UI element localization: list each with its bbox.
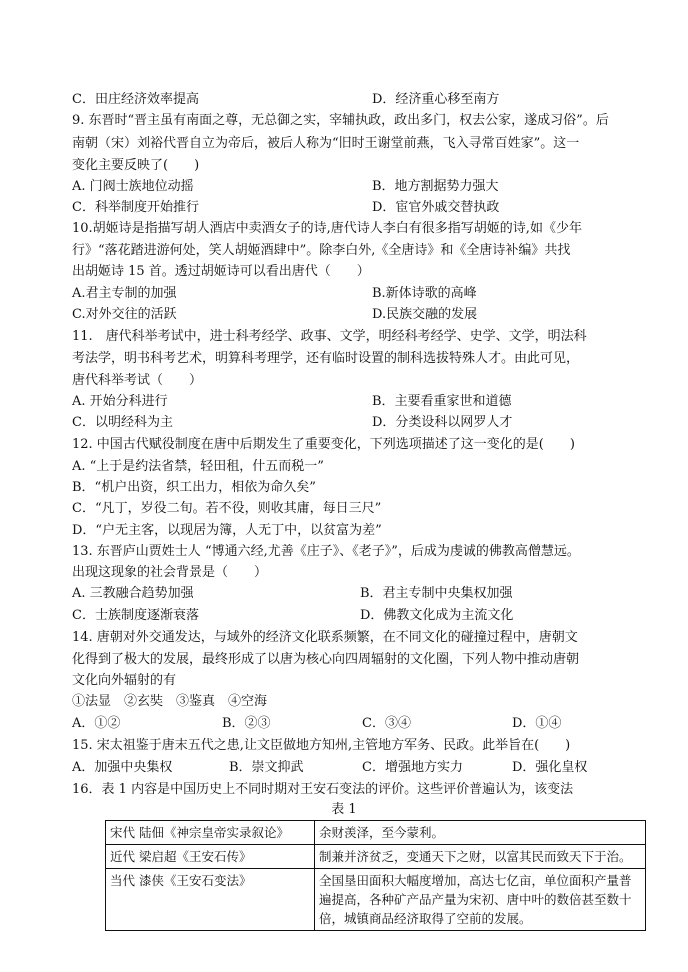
q14-stem-line: 化得到了极大的发展，最终形成了以唐为核心向四周辐射的文化圈，下列人物中推动唐朝 [72, 652, 580, 667]
q15-option-c: C．增强地方实力 [362, 760, 463, 775]
table-caption: 表 1 [331, 802, 357, 817]
q12-option-c: C．“凡丁，岁役二旬。若不役，则收其庸，每日三尺” [72, 501, 382, 516]
q15-option-a: A．加强中央集权 [72, 760, 173, 775]
q11-option-c: C．以明经科为主 [72, 415, 173, 430]
q13-option-d: D．佛教文化成为主流文化 [360, 608, 514, 623]
q11-stem-line: 唐代科举考试（ ） [72, 373, 203, 388]
q14-option-b: B．②③ [222, 716, 271, 731]
q14-stem-line: 14. 唐朝对外交通发达，与域外的经济文化联系频繁，在不同文化的碰撞过程中，唐朝文 [72, 630, 578, 645]
q14-option-a: A．①② [72, 716, 121, 731]
table-cell-comment: 全国垦田面积大幅度增加，高达七亿亩，单位面积产量普遍提高，各种矿产品产量为宋初、唐中叶的数倍甚至数十倍，城镇商品经济取得了空前的发展。 [315, 869, 646, 931]
q12-option-b: B．“机户出资，织工出力，相依为命久矣” [72, 480, 316, 495]
q9-option-c: C．科举制度开始推行 [72, 200, 199, 215]
table-row [106, 845, 646, 869]
q9-option-b: B．地方割据势力强大 [372, 179, 499, 194]
q9-stem-line: 9. 东晋时“晋主虽有南面之尊，无总御之实，宰辅执政，政出多门，权去公家，遂成习俗”。后 [72, 113, 609, 128]
q10-option-c: C.对外交往的活跃 [72, 307, 177, 322]
q11-stem-line: 11. 唐代科举考试中，进士科考经学、政事、文学，明经科考经学、史学、文学，明法科 [72, 329, 587, 344]
evaluation-table [105, 820, 646, 931]
q12-option-d: D．“户无主客，以现居为簿，人无丁中，以贫富为差” [72, 523, 382, 538]
q14-choices-line: ①法显 ②玄奘 ③鉴真 ④空海 [72, 694, 268, 709]
q15-stem-line: 15. 宋太祖鉴于唐末五代之患,让文臣做地方知州,主管地方军务、民政。此举旨在( ) [72, 738, 571, 753]
q14-option-c: C．③④ [362, 716, 411, 731]
table-cell-source: 近代 梁启超《王安石传》 [106, 845, 315, 869]
q14-option-d: D．①④ [512, 716, 562, 731]
q10-option-b: B.新体诗歌的高峰 [372, 286, 477, 301]
q10-stem-line: 10.胡姬诗是指描写胡人酒店中卖酒女子的诗,唐代诗人李白有很多指写胡姬的诗,如《少年 [72, 221, 582, 236]
table-cell-comment: 制兼并济贫乏，变通天下之财，以富其民而致天下于治。 [315, 845, 646, 869]
q10-stem-line: 行》“落花踏进游何处，笑人胡姬酒肆中”。除李白外,《全唐诗》和《全唐诗补编》共找 [72, 243, 571, 258]
q11-option-b: B．主要看重家世和道德 [372, 394, 512, 409]
q16-stem-line: 16．表 1 内容是中国历史上不同时期对王安石变法的评价。这些评价普遍认为，该变法 [72, 782, 574, 797]
table-row [106, 869, 646, 931]
q13-option-b: B．君主专制中央集权加强 [360, 586, 513, 601]
q11-option-d: D．分类设科以网罗人才 [372, 415, 513, 430]
q8-option-d: D．经济重心移至南方 [372, 92, 500, 107]
q13-option-c: C．士族制度逐渐衰落 [72, 608, 199, 623]
q9-option-d: D．宦官外戚交替执政 [372, 200, 500, 215]
q9-option-a: A. 门阀士族地位动摇 [72, 179, 194, 194]
q9-stem-line: 南朝（宋）刘裕代晋自立为帝后，被后人称为“旧时王谢堂前燕，飞入寻常百姓家”。这一 [72, 136, 580, 151]
q13-stem-line: 13. 东晋庐山贾姓士人 “博通六经,尤善《庄子》、《老子》”，后成为虔诚的佛教高僧慧远。 [72, 544, 580, 559]
q13-stem-line: 出现这现象的社会背景是（ ） [72, 565, 268, 580]
q15-option-d: D．强化皇权 [512, 760, 588, 775]
q14-stem-line: 文化向外辐射的有 [72, 673, 177, 688]
table-cell-comment: 余财羡泽，至今蒙利。 [315, 821, 646, 845]
q10-option-d: D.民族交融的发展 [372, 307, 478, 322]
q10-stem-line: 出胡姬诗 15 首。透过胡姬诗可以看出唐代（ ） [72, 264, 370, 279]
q11-stem-line: 考法学，明书科考艺术，明算科考理学，还有临时设置的制科选拔特殊人才。由此可见， [72, 351, 580, 366]
q15-option-b: B．崇文抑武 [229, 760, 304, 775]
q12-option-a: A. “上于是约法省禁，轻田租，什五而税一” [72, 459, 324, 474]
table-cell-source: 宋代 陆佃《神宗皇帝实录叙论》 [106, 821, 315, 845]
q12-stem-line: 12. 中国古代赋役制度在唐中后期发生了重要变化，下列选项描述了这一变化的是( ) [72, 437, 575, 452]
table-row [106, 821, 646, 845]
q10-option-a: A.君主专制的加强 [72, 286, 177, 301]
q8-option-c: C．田庄经济效率提高 [72, 92, 199, 107]
table-cell-source: 当代 漆侠《王安石变法》 [106, 869, 315, 931]
q9-stem-line: 变化主要反映了( ) [72, 158, 200, 173]
q11-option-a: A. 开始分科进行 [72, 394, 168, 409]
q13-option-a: A. 三教融合趋势加强 [72, 586, 194, 601]
